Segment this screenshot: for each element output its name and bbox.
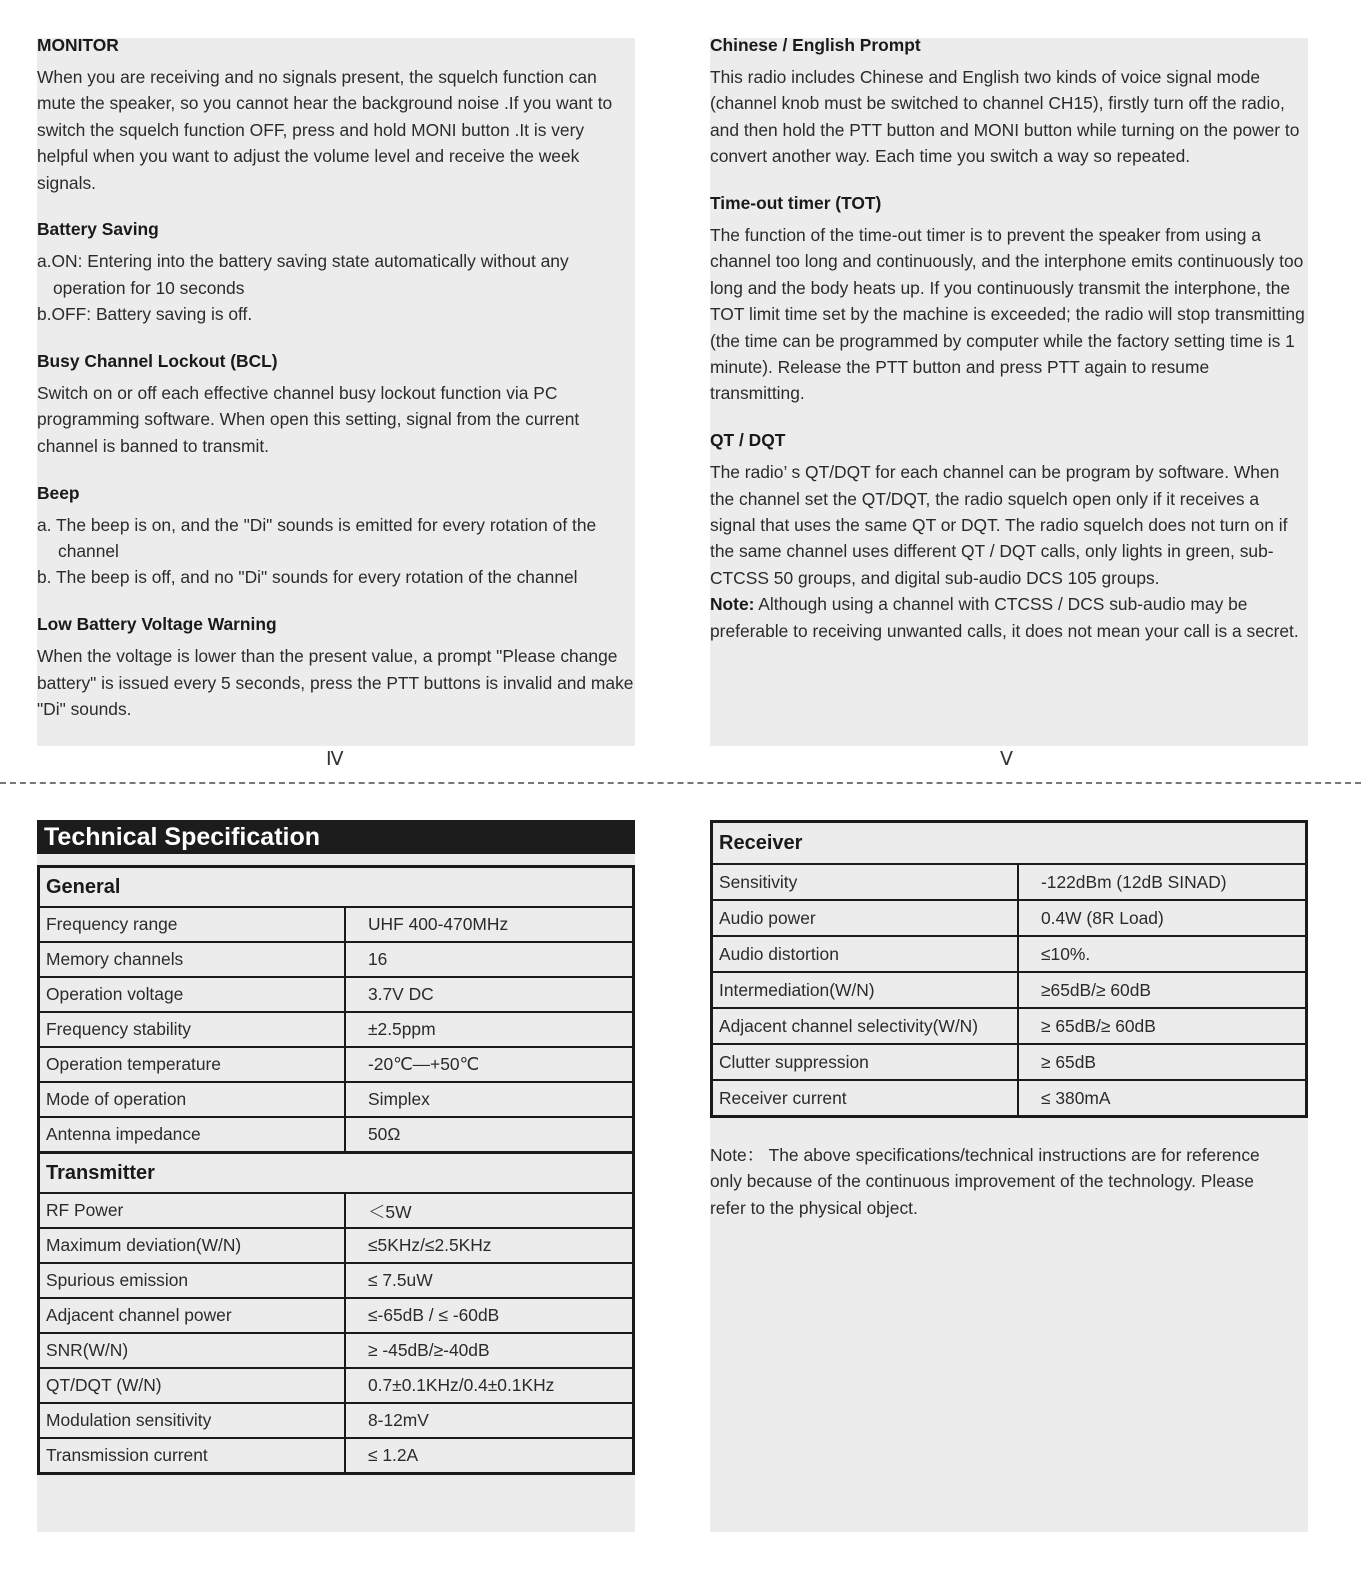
battery-saving-a: a.ON: Entering into the battery saving state automatically without any operation for 10 seconds bbox=[37, 251, 569, 298]
battery-saving-section bbox=[37, 220, 635, 327]
spec-value: ≤10%. bbox=[1018, 936, 1307, 972]
table-row bbox=[39, 977, 634, 1012]
spec-value: ≤ 7.5uW bbox=[345, 1263, 634, 1298]
qt-heading: QT / DQT bbox=[710, 430, 786, 451]
spec-value: UHF 400-470MHz bbox=[345, 907, 634, 942]
transmitter-heading: Transmitter bbox=[39, 1153, 634, 1194]
spec-value: ≥ 65dB/≥ 60dB bbox=[1018, 1008, 1307, 1044]
bcl-body: Switch on or off each effective channel busy lockout function via PC programming software. When open this setting, signal from the current channel is banned to transmit. bbox=[37, 383, 580, 456]
spec-value: 3.7V DC bbox=[345, 977, 634, 1012]
tot-section bbox=[710, 194, 1308, 407]
prompt-section bbox=[710, 36, 1308, 170]
low-battery-heading: Low Battery Voltage Warning bbox=[37, 614, 277, 635]
beep-section bbox=[37, 484, 635, 591]
tot-heading: Time-out timer (TOT) bbox=[710, 193, 882, 214]
table-row bbox=[712, 1044, 1307, 1080]
spec-label: Maximum deviation(W/N) bbox=[39, 1228, 346, 1263]
table-row bbox=[712, 972, 1307, 1008]
table-row bbox=[712, 900, 1307, 936]
table-row bbox=[39, 1438, 634, 1474]
spec-label: QT/DQT (W/N) bbox=[39, 1368, 346, 1403]
spec-value: ≤ 1.2A bbox=[345, 1438, 634, 1474]
table-row bbox=[39, 907, 634, 942]
spec-value: ≤5KHz/≤2.5KHz bbox=[345, 1228, 634, 1263]
general-header-row bbox=[39, 867, 634, 908]
qt-note-label: Note: bbox=[710, 594, 755, 615]
table-row bbox=[39, 1117, 634, 1153]
beep-a: a. The beep is on, and the "Di" sounds is emitted for every rotation of the channel bbox=[37, 514, 597, 562]
table-row bbox=[39, 1047, 634, 1082]
spec-label: Memory channels bbox=[39, 942, 346, 977]
spec-value: -20℃—+50℃ bbox=[345, 1047, 634, 1082]
monitor-body: When you are receiving and no signals present, the squelch function can mute the speaker, so you cannot hear the background noise .If you want to switch the squelch function OFF, press and hold MONI button .It is very helpful when you want to adjust the volume level and receive the week signals. bbox=[37, 67, 613, 193]
spec-value: ≥ -45dB/≥-40dB bbox=[345, 1333, 634, 1368]
spec-value: 0.7±0.1KHz/0.4±0.1KHz bbox=[345, 1368, 634, 1403]
table-row bbox=[39, 1403, 634, 1438]
spec-panel-right bbox=[710, 820, 1308, 1532]
low-battery-body: When the voltage is lower than the present value, a prompt "Please change battery" is issued every 5 seconds, press the PTT buttons is invalid and make "Di" sounds. bbox=[37, 646, 634, 720]
spec-label: Clutter suppression bbox=[712, 1044, 1019, 1080]
battery-saving-heading: Battery Saving bbox=[37, 219, 159, 240]
spec-value: 16 bbox=[345, 942, 634, 977]
spec-label: Antenna impedance bbox=[39, 1117, 346, 1153]
qt-note bbox=[710, 591, 1308, 644]
spec-value: 0.4W (8R Load) bbox=[1018, 900, 1307, 936]
page-number-v: Ⅴ bbox=[1000, 749, 1013, 770]
table-row bbox=[39, 1228, 634, 1263]
spec-panel-left bbox=[37, 820, 635, 1532]
beep-b: b. The beep is off, and no "Di" sounds for every rotation of the channel bbox=[37, 567, 578, 588]
table-row bbox=[39, 1012, 634, 1047]
prompt-heading: Chinese / English Prompt bbox=[710, 35, 921, 55]
spec-label: Adjacent channel power bbox=[39, 1298, 346, 1333]
page-number-iv: Ⅳ bbox=[326, 749, 344, 770]
spec-label: Receiver current bbox=[712, 1080, 1019, 1117]
table-row bbox=[712, 936, 1307, 972]
monitor-heading: MONITOR bbox=[37, 35, 119, 55]
spec-value: ≤ 380mA bbox=[1018, 1080, 1307, 1117]
battery-saving-b: b.OFF: Battery saving is off. bbox=[37, 304, 253, 325]
table-row bbox=[39, 1082, 634, 1117]
table-row bbox=[39, 1368, 634, 1403]
spec-label: Intermediation(W/N) bbox=[712, 972, 1019, 1008]
spec-title: Technical Specification bbox=[37, 820, 635, 854]
spec-label: Frequency stability bbox=[39, 1012, 346, 1047]
table-row bbox=[39, 1193, 634, 1228]
monitor-section bbox=[37, 36, 635, 196]
spec-value: Simplex bbox=[345, 1082, 634, 1117]
receiver-heading: Receiver bbox=[712, 822, 1307, 865]
spec-value: 8-12mV bbox=[345, 1403, 634, 1438]
table-row bbox=[712, 1008, 1307, 1044]
spec-label: Audio power bbox=[712, 900, 1019, 936]
spec-value: ≥65dB/≥ 60dB bbox=[1018, 972, 1307, 1008]
receiver-header-row bbox=[712, 822, 1307, 865]
bcl-heading: Busy Channel Lockout (BCL) bbox=[37, 351, 278, 372]
spec-label: Modulation sensitivity bbox=[39, 1403, 346, 1438]
spec-value: ±2.5ppm bbox=[345, 1012, 634, 1047]
transmitter-header-row bbox=[39, 1153, 634, 1194]
spec-value: 50Ω bbox=[345, 1117, 634, 1153]
bcl-section bbox=[37, 352, 635, 459]
spec-value: ≤-65dB / ≤ -60dB bbox=[345, 1298, 634, 1333]
spec-label: Frequency range bbox=[39, 907, 346, 942]
table-row bbox=[39, 1333, 634, 1368]
qt-section bbox=[710, 431, 1308, 644]
spec-label: Adjacent channel selectivity(W/N) bbox=[712, 1008, 1019, 1044]
spec-label: Operation voltage bbox=[39, 977, 346, 1012]
spec-label: Audio distortion bbox=[712, 936, 1019, 972]
table-row bbox=[712, 864, 1307, 900]
page-v-panel bbox=[710, 35, 1308, 746]
page-divider bbox=[0, 782, 1361, 784]
beep-heading: Beep bbox=[37, 482, 80, 503]
table-row bbox=[712, 1080, 1307, 1117]
spec-label: SNR(W/N) bbox=[39, 1333, 346, 1368]
tot-body: The function of the time-out timer is to prevent the speaker from using a channel too long and continuously, and the interphone emits continuously too long and the body heats up. If you continuously transmit the interphone, the TOT limit time set by the machine is exceeded; the radio will stop transmitting (the time can be programmed by computer while the factory setting time is 1 minute). Release the PTT button and press PTT again to resume transmitting. bbox=[710, 225, 1305, 404]
spec-label: Sensitivity bbox=[712, 864, 1019, 900]
spec-label: RF Power bbox=[39, 1193, 346, 1228]
prompt-body: This radio includes Chinese and English two kinds of voice signal mode (channel knob must be switched to channel CH15), firstly turn off the radio, and then hold the PTT button and MONI button while turning on the power to convert another way. Each time you switch a way so repeated. bbox=[710, 67, 1300, 167]
spec-value: -122dBm (12dB SINAD) bbox=[1018, 864, 1307, 900]
general-heading: General bbox=[39, 867, 634, 908]
qt-body: The radio’ s QT/DQT for each channel can be program by software. When the channel set the QT/DQT, the radio squelch open only if it receives a signal that uses the same QT or DQT. The radio squelch does not turn on if the same channel uses different QT / DQT calls, only lights in green, sub-CTCSS 50 groups, and digital sub-audio DCS 105 groups. bbox=[710, 462, 1288, 588]
spec-value: ＜5W bbox=[345, 1193, 634, 1228]
table-row bbox=[39, 1263, 634, 1298]
spec-value: ≥ 65dB bbox=[1018, 1044, 1307, 1080]
low-battery-section bbox=[37, 615, 635, 722]
spec-table-general-transmitter bbox=[37, 865, 635, 1475]
table-row bbox=[39, 942, 634, 977]
page-iv-panel bbox=[37, 35, 635, 746]
qt-note-body: Although using a channel with CTCSS / DCS sub-audio may be preferable to receiving unwanted calls, it does not mean your call is a secret. bbox=[710, 594, 1299, 641]
table-row bbox=[39, 1298, 634, 1333]
spec-note: Note： The above specifications/technical instructions are for reference only because of the continuous improvement of the technology. Please refer to the physical object. bbox=[710, 1145, 1260, 1218]
spec-label: Spurious emission bbox=[39, 1263, 346, 1298]
spec-label: Operation temperature bbox=[39, 1047, 346, 1082]
spec-table-receiver bbox=[710, 820, 1308, 1118]
spec-label: Transmission current bbox=[39, 1438, 346, 1474]
spec-label: Mode of operation bbox=[39, 1082, 346, 1117]
